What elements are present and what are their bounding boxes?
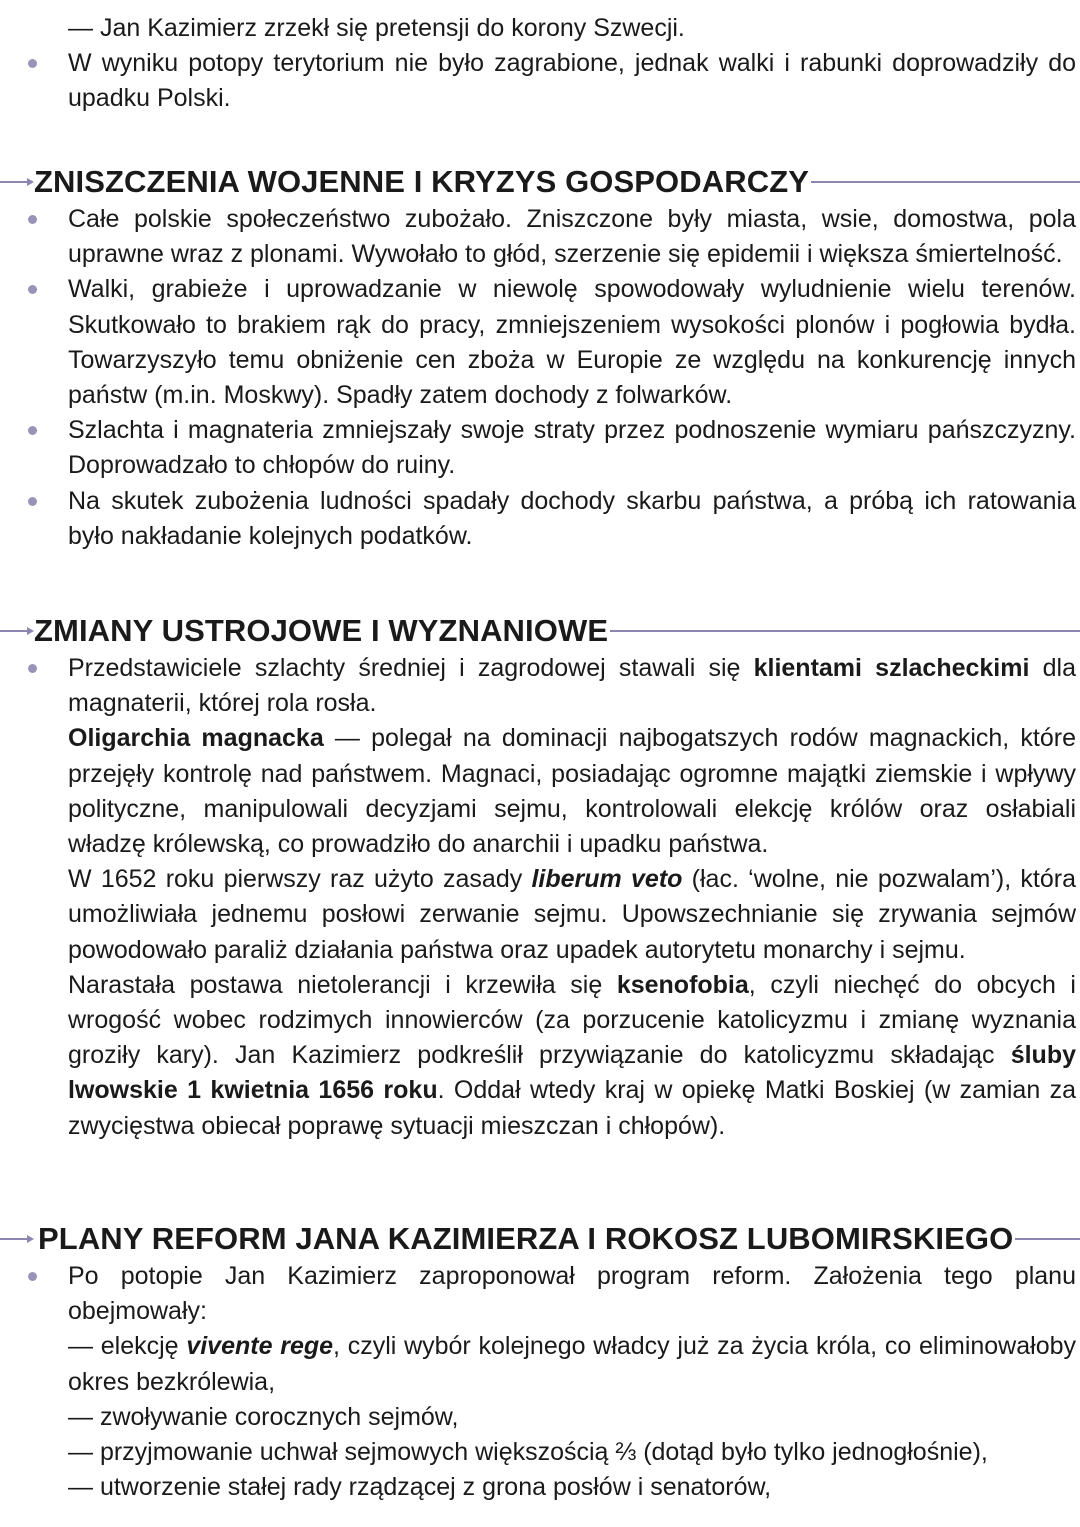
section-war-damage — [0, 162, 1080, 554]
section-political-changes — [0, 611, 1080, 1144]
term-xenophobia: ksenofobia — [616, 970, 749, 999]
list-item — [0, 46, 1080, 116]
list-item — [0, 484, 1080, 554]
text-run: dla magnaterii, której rola rosła. — [68, 654, 1076, 718]
arrow-right-icon — [0, 611, 34, 651]
bullet-dot-icon — [28, 1272, 37, 1281]
bullet-dot-icon — [28, 215, 37, 224]
text-run: — utworzenie stałej rady rządzącej z grona posłów i senatorów, — [68, 1473, 772, 1502]
list-item — [0, 1259, 1080, 1329]
list-item-text: W wyniku potopy terytorium nie było zagrabione, jednak walki i rabunki doprowadziły do upadku Polski. — [68, 49, 1076, 113]
reform-item — [0, 1435, 1080, 1470]
section-heading-text: PLANY REFORM JANA KAZIMIERZA I ROKOSZ LUBOMIRSKIEGO — [38, 1221, 1014, 1256]
section-heading-text: ZNISZCZENIA WOJENNE I KRYZYS GOSPODARCZY — [34, 164, 810, 199]
list-item-text: Walki, grabieże i uprowadzanie w niewolę spowodowały wyludnienie wielu terenów. Skutkowało to brakiem rąk do pracy, zmniejszeniem wysokości plonów i pogłowia bydła. Towarzyszyło temu obniżenie cen zboża w Europie ze względu na konkurencję innych państw (m.in. Moskwy). Spadły zatem dochody z folwarków. — [68, 275, 1076, 410]
text-run: — polegał na dominacji najbogatszych rodów magnackich, które przejęły kontrolę nad państwem. Magnaci, posiadając ogromne majątki ziemskie i wpływy polityczne, manipulowali decyzjami sejmu, kontrolowali elekcję królów oraz osłabiali władzę królewską, co prowadziło do anarchii i upadku państwa. — [68, 724, 1076, 859]
bullet-dot-icon — [28, 59, 37, 68]
intro-block — [0, 11, 1080, 117]
list-item — [0, 202, 1080, 272]
text-run: W 1652 roku pierwszy raz użyto zasady — [68, 865, 532, 894]
list-item — [0, 272, 1080, 413]
arrow-right-icon — [0, 162, 34, 202]
list-item — [0, 651, 1080, 721]
reform-item — [0, 1470, 1080, 1505]
reform-item — [0, 1400, 1080, 1435]
text-run: — elekcję — [68, 1332, 187, 1361]
paragraph-liberum-veto — [0, 862, 1080, 968]
list-item — [0, 413, 1080, 483]
section-heading — [0, 611, 1080, 651]
heading-rule — [1015, 1238, 1080, 1240]
section-heading — [0, 1219, 1080, 1259]
paragraph-oligarchy — [0, 721, 1080, 862]
text-run: (łac. ‘wolne, nie pozwalam’), która umożliwiała jednemu posłowi zerwanie sejmu. Upowszechnianie się zrywania sejmów powodowało paraliż działania państwa oraz upadek autorytetu monarchy i sejmu. — [68, 865, 1077, 964]
term-clients: klientami szlacheckimi — [753, 654, 1030, 682]
text-run: — przyjmowanie uchwał sejmowych większością ⅔ (dotąd było tylko jednogłośnie), — [68, 1438, 988, 1467]
dash-line — [0, 11, 1080, 46]
paragraph-xenophobia — [0, 968, 1080, 1144]
dash-line-text: — Jan Kazimierz zrzekł się pretensji do korony Szwecji. — [68, 14, 685, 42]
text-run: Przedstawiciele szlachty średniej i zagrodowej stawali się — [68, 654, 754, 682]
term-liberum-veto: liberum veto — [531, 865, 683, 894]
term-vivente-rege: vivente rege — [186, 1332, 334, 1361]
bullet-dot-icon — [28, 664, 37, 673]
text-run: Narastała postawa nietolerancji i krzewiła się — [68, 970, 617, 999]
list-item-text: Po potopie Jan Kazimierz zaproponował program reform. Założenia tego planu obejmowały: — [68, 1262, 1076, 1326]
term-lwow-vows: śluby lwowskie 1 kwietnia 1656 roku — [68, 1041, 1076, 1105]
list-item-text: Szlachta i magnateria zmniejszały swoje straty przez podnoszenie wymiaru pańszczyzny. Doprowadzało to chłopów do ruiny. — [68, 416, 1076, 480]
bullet-dot-icon — [28, 285, 37, 294]
text-run: , czyli wybór kolejnego władcy już za życia króla, co eliminowałoby okres bezkrólewia, — [68, 1332, 1076, 1396]
text-run: , czyli niechęć do obcych i wrogość wobec rodzimych innowierców (za porzucenie katolicyzmu i zmianę wyznania groziły kary). Jan Kazimierz podkreślił przywiązanie do katolicyzmu składając — [68, 970, 1076, 1070]
list-item-text: Na skutek zubożenia ludności spadały dochody skarbu państwa, a próbą ich ratowania było nakładanie kolejnych podatków. — [68, 486, 1076, 550]
section-heading-text: ZMIANY USTROJOWE I WYZNANIOWE — [34, 613, 609, 648]
list-item-text: Całe polskie społeczeństwo zubożało. Zniszczone były miasta, wsie, domostwa, pola uprawne wraz z plonami. Wywołało to głód, szerzenie się epidemii i większa śmiertelność. — [68, 205, 1076, 269]
heading-rule — [610, 630, 1080, 632]
bullet-dot-icon — [28, 426, 37, 435]
section-reform-plans — [0, 1219, 1080, 1505]
section-heading — [0, 162, 1080, 202]
text-run: — zwoływanie corocznych sejmów, — [68, 1402, 459, 1431]
heading-rule — [811, 181, 1080, 183]
term-oligarchy: Oligarchia magnacka — [68, 724, 324, 753]
text-run: . Oddał wtedy kraj w opiekę Matki Boskiej (w zamian za zwycięstwa obiecał poprawę sytuacji mieszczan i chłopów). — [68, 1076, 1077, 1140]
reform-item — [0, 1329, 1080, 1399]
bullet-dot-icon — [28, 497, 37, 506]
arrow-right-icon — [0, 1219, 34, 1259]
